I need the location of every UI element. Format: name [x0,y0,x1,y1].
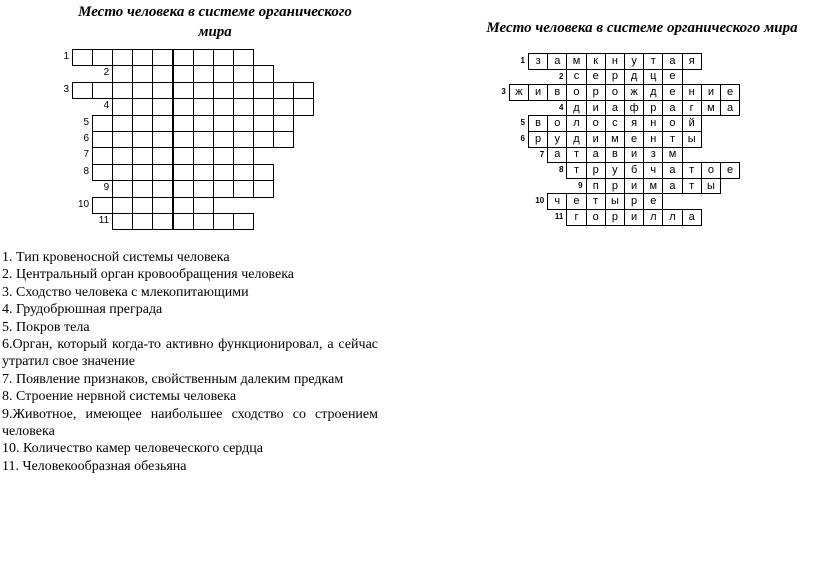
answer-letter-cell: м [701,100,721,117]
blank-cell[interactable] [72,49,93,66]
blank-cell[interactable] [112,65,133,82]
answer-letter-cell: е [566,193,586,210]
answer-letter-cell: и [624,178,644,195]
answer-letter-cell: й [682,115,702,132]
answer-letter-cell: о [547,115,567,132]
blank-cell[interactable] [193,49,214,66]
answer-letter-cell: и [624,209,644,226]
answer-letter-cell: ф [624,100,644,117]
answer-letter-cell: у [624,53,644,70]
answer-letter-cell: м [605,131,625,148]
answer-letter-cell: н [643,115,663,132]
answer-letter-cell: р [586,84,606,101]
answer-letter-cell: в [528,115,548,132]
answer-letter-cell: о [662,115,682,132]
blank-cell[interactable] [193,147,214,164]
blank-cell[interactable] [253,180,274,197]
blank-cell[interactable] [253,131,274,148]
blank-cell[interactable] [132,213,153,230]
blank-cell[interactable] [293,82,314,99]
blank-cell[interactable] [273,131,294,148]
blank-cell[interactable] [193,213,214,230]
answer-row-number: 7 [539,149,545,159]
blank-cell[interactable] [112,164,133,181]
blank-cell[interactable] [152,131,173,148]
blank-cell[interactable] [233,98,254,115]
answer-letter-cell: р [605,178,625,195]
blank-row-number: 1 [63,51,69,62]
blank-cell[interactable] [132,131,153,148]
clue-item: 11. Человекообразная обезьяна [2,458,187,474]
blank-cell[interactable] [112,147,133,164]
blank-cell[interactable] [132,147,153,164]
answer-letter-cell: у [547,131,567,148]
clue-list [2,249,378,475]
answer-letter-cell: н [682,84,702,101]
answer-letter-cell: ч [643,162,663,179]
blank-cell[interactable] [92,49,113,66]
clue-item: 10. Количество камер человеческого сердца [2,441,263,457]
blank-cell[interactable] [173,49,194,66]
blank-cell[interactable] [152,65,173,82]
answer-row-number: 5 [520,118,525,128]
blank-cell[interactable] [233,213,254,230]
blank-cell[interactable] [273,82,294,99]
answer-letter-cell: г [682,100,702,117]
blank-row-number: 6 [83,133,90,144]
answer-letter-cell: а [547,53,567,70]
blank-cell[interactable] [233,65,254,82]
blank-cell[interactable] [112,49,133,66]
answer-letter-cell: р [586,162,606,179]
blank-cell[interactable] [112,82,133,99]
blank-cell[interactable] [173,131,194,148]
answer-letter-cell: и [624,147,644,164]
blank-cell[interactable] [253,65,274,82]
answer-letter-cell: р [605,69,625,86]
blank-cell[interactable] [193,115,214,132]
answer-letter-cell: к [586,53,606,70]
answer-letter-cell: а [662,53,682,70]
blank-cell[interactable] [132,49,153,66]
answer-letter-cell: ы [605,193,625,210]
clue-item: 9.Животное, имеющее наибольшее сходство со строением человека [2,406,378,440]
answer-letter-cell: в [605,147,625,164]
answer-letter-cell: с [566,69,586,86]
blank-cell[interactable] [132,115,153,132]
answer-letter-cell: е [720,84,740,101]
blank-cell[interactable] [92,131,113,148]
blank-cell[interactable] [273,115,294,132]
blank-cell[interactable] [193,197,214,214]
blank-cell[interactable] [193,82,214,99]
blank-row-number: 5 [83,116,90,128]
blank-cell[interactable] [92,82,113,99]
blank-cell[interactable] [92,197,113,214]
answer-row-number: 2 [558,71,564,81]
answer-row-number: 10 [535,196,545,206]
blank-cell[interactable] [193,98,214,115]
answer-letter-cell: т [566,147,586,164]
answer-letter-cell: ы [701,178,721,195]
blank-row-number: 4 [103,100,110,112]
answer-letter-cell: и [701,84,721,101]
blank-cell[interactable] [193,65,214,82]
answer-letter-cell: я [624,115,644,132]
blank-cell[interactable] [152,180,173,197]
blank-cell[interactable] [152,197,173,214]
clue-item: 4. Грудобрюшная преграда [2,302,163,318]
blank-cell[interactable] [213,82,234,99]
blank-cell[interactable] [253,98,274,115]
answer-letter-cell: ы [682,131,702,148]
blank-cell[interactable] [213,147,234,164]
answer-letter-cell: е [586,69,606,86]
answer-letter-cell: и [586,100,606,117]
clue-item: 2. Центральный орган кровообращения человека [2,267,295,283]
blank-cell[interactable] [173,197,194,214]
blank-row-number: 8 [83,165,90,177]
blank-cell[interactable] [152,213,173,230]
blank-cell[interactable] [213,115,234,132]
blank-cell[interactable] [233,82,254,99]
blank-cell[interactable] [253,82,274,99]
answer-letter-cell: а [662,162,682,179]
answer-letter-cell: з [528,53,548,70]
blank-cell[interactable] [233,180,254,197]
answer-letter-cell: о [566,84,586,101]
blank-cell[interactable] [112,98,133,115]
answer-letter-cell: а [662,100,682,117]
answer-letter-cell: б [624,162,644,179]
answer-letter-cell: е [662,84,682,101]
blank-cell[interactable] [112,131,133,148]
blank-cell[interactable] [152,147,173,164]
blank-row-number: 11 [98,215,110,226]
answer-letter-cell: с [605,115,625,132]
answer-letter-cell: м [566,53,586,70]
blank-cell[interactable] [112,115,133,132]
blank-cell[interactable] [152,164,173,181]
blank-cell[interactable] [273,98,294,115]
blank-row-number: 2 [103,67,110,79]
blank-cell[interactable] [173,164,194,181]
blank-cell[interactable] [233,147,254,164]
answer-letter-cell: а [682,209,702,226]
answer-letter-cell: д [643,84,663,101]
blank-cell[interactable] [132,82,153,99]
blank-cell[interactable] [213,98,234,115]
blank-cell[interactable] [132,164,153,181]
blank-cell[interactable] [173,115,194,132]
blank-cell[interactable] [72,82,93,99]
blank-cell[interactable] [152,82,173,99]
clue-item: 7. Появление признаков, свойственным далеким предкам [2,371,344,387]
answer-letter-cell: я [682,53,702,70]
blank-cell[interactable] [173,82,194,99]
answer-letter-cell: м [643,178,663,195]
blank-cell[interactable] [233,49,254,66]
answer-letter-cell: д [566,131,586,148]
answer-letter-cell: р [643,100,663,117]
answer-row-number: 4 [558,102,564,112]
answer-letter-cell: ж [624,84,644,101]
blank-row-number: 7 [83,149,90,161]
answer-letter-cell: л [643,209,663,226]
answer-letter-cell: и [586,131,606,148]
answer-letter-cell: у [605,162,625,179]
blank-cell[interactable] [193,180,214,197]
blank-cell[interactable] [173,147,194,164]
answer-letter-cell: г [566,209,586,226]
blank-cell[interactable] [213,131,234,148]
answer-letter-cell: н [643,131,663,148]
blank-row-number: 9 [103,182,110,194]
crossword-title-left [55,2,375,42]
answer-letter-cell: з [643,147,663,164]
clue-item: 6.Орган, который когда-то активно функционировал, а сейчас утратил свое значение [2,337,378,370]
answer-letter-cell: р [624,193,644,210]
blank-cell[interactable] [132,98,153,115]
blank-cell[interactable] [213,65,234,82]
answer-row-number: 8 [558,165,564,175]
answer-letter-cell: т [682,178,702,195]
answer-letter-cell: а [662,178,682,195]
blank-cell[interactable] [112,197,133,214]
blank-cell[interactable] [132,180,153,197]
blank-cell[interactable] [233,115,254,132]
answer-letter-cell: т [566,162,586,179]
blank-cell[interactable] [233,131,254,148]
blank-cell[interactable] [112,180,133,197]
answer-letter-cell: т [662,131,682,148]
answer-letter-cell: е [624,131,644,148]
answer-letter-cell: о [586,115,606,132]
answer-letter-cell: ж [509,84,529,101]
answer-letter-cell: а [547,147,567,164]
blank-cell[interactable] [112,213,133,230]
answer-letter-cell: а [720,100,740,117]
answer-letter-cell: о [605,84,625,101]
blank-cell[interactable] [253,164,274,181]
blank-cell[interactable] [152,98,173,115]
blank-cell[interactable] [132,197,153,214]
blank-cell[interactable] [253,115,274,132]
blank-cell[interactable] [213,180,234,197]
blank-cell[interactable] [193,164,214,181]
blank-cell[interactable] [213,49,234,66]
answer-letter-cell: т [682,162,702,179]
blank-cell[interactable] [173,180,194,197]
answer-letter-cell: м [662,147,682,164]
blank-row-number: 3 [63,83,69,95]
answer-letter-cell: р [605,209,625,226]
blank-cell[interactable] [173,65,194,82]
answer-row-number: 9 [578,180,583,190]
blank-cell[interactable] [233,164,254,181]
answer-letter-cell: д [566,100,586,117]
answer-letter-cell: и [528,84,548,101]
answer-letter-cell: т [643,53,663,70]
answer-row-number: 3 [501,87,506,97]
blank-cell[interactable] [92,147,113,164]
blank-cell[interactable] [213,164,234,181]
answer-letter-cell: е [662,69,682,86]
blank-cell[interactable] [152,49,173,66]
clue-item: 8. Строение нервной системы человека [2,389,237,405]
title-left-line2: мира [198,24,232,40]
answer-row-number: 11 [554,212,564,221]
blank-cell[interactable] [152,115,173,132]
answer-row-number: 1 [520,56,525,65]
answer-letter-cell: е [720,162,740,179]
answer-letter-cell: в [547,84,567,101]
clue-item: 5. Покров тела [2,319,90,335]
answer-letter-cell: ч [547,193,567,210]
blank-cell[interactable] [92,115,113,132]
answer-letter-cell: о [701,162,721,179]
answer-letter-cell: д [624,69,644,86]
title-left-line1: Место человека в системе органического [78,4,352,20]
clue-item: 1. Тип кровеносной системы человека [2,250,230,265]
answer-letter-cell: о [586,209,606,226]
crossword-title-right: Место человека в системе органического мира [486,20,798,36]
blank-cell[interactable] [193,131,214,148]
answer-letter-cell: п [586,178,606,195]
answer-letter-cell: а [586,147,606,164]
answer-letter-cell: л [566,115,586,132]
blank-cell[interactable] [132,65,153,82]
blank-cell[interactable] [173,213,194,230]
blank-cell[interactable] [293,98,314,115]
answer-letter-cell: н [605,53,625,70]
answer-letter-cell: р [528,131,548,148]
answer-letter-cell: а [605,100,625,117]
answer-row-number: 6 [520,134,525,143]
blank-cell[interactable] [92,164,113,181]
answer-letter-cell: е [643,193,663,210]
answer-letter-cell: л [662,209,682,226]
blank-row-number: 10 [77,198,90,210]
answer-letter-cell: ц [643,69,663,86]
blank-cell[interactable] [213,213,234,230]
clue-item: 3. Сходство человека с млекопитающими [2,284,249,300]
blank-cell[interactable] [173,98,194,115]
answer-letter-cell: т [586,193,606,210]
